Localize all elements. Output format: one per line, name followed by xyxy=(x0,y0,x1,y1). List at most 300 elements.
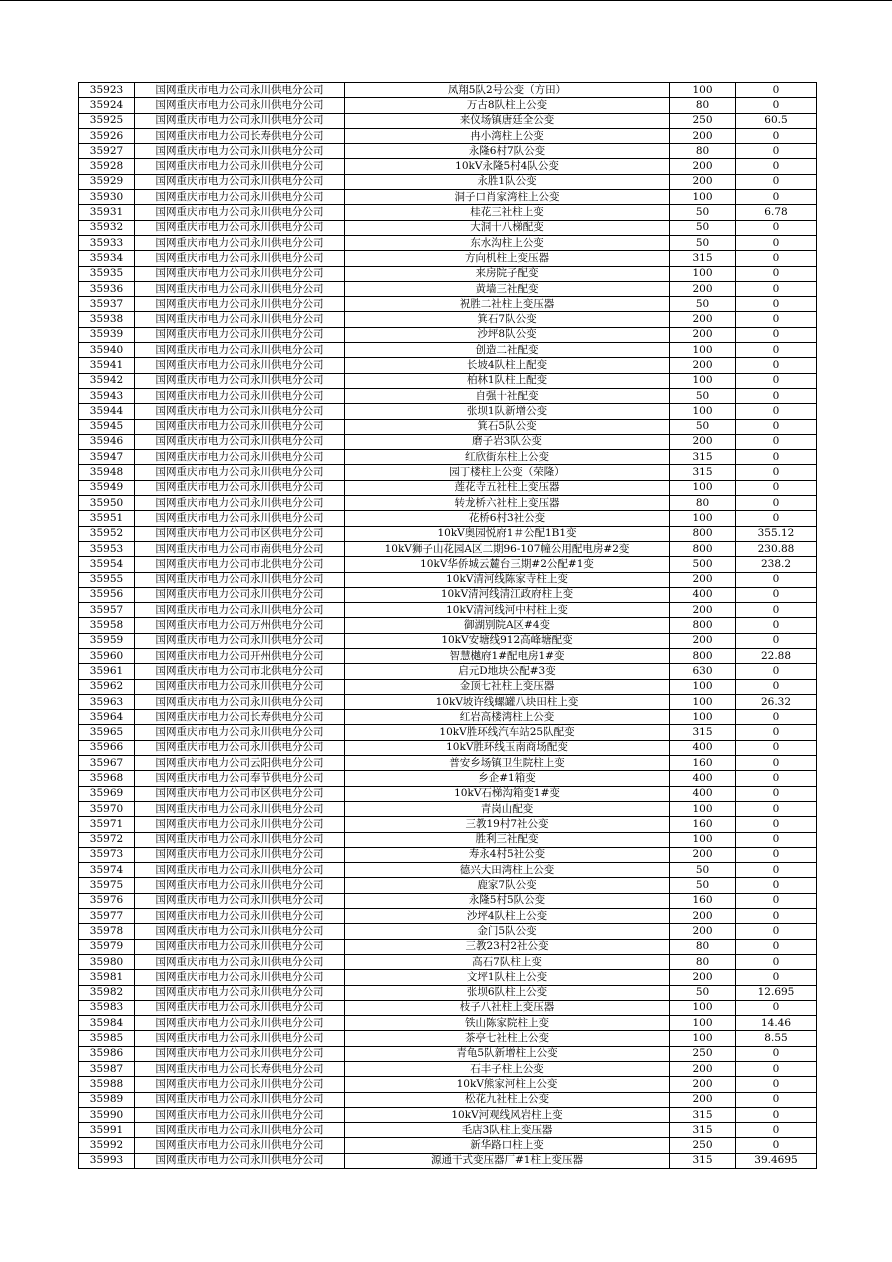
company-cell: 国网重庆市电力公司永川供电分公司 xyxy=(135,373,345,388)
table-row xyxy=(79,557,817,572)
company-cell: 国网重庆市电力公司永川供电分公司 xyxy=(135,832,345,847)
capacity-cell: 250 xyxy=(670,1138,736,1153)
value-cell: 0 xyxy=(736,909,817,924)
company-cell: 国网重庆市电力公司永川供电分公司 xyxy=(135,847,345,862)
row-id-cell: 35975 xyxy=(79,878,135,893)
capacity-cell: 400 xyxy=(670,786,736,801)
transformer-name-cell: 沙坪8队公变 xyxy=(345,327,670,342)
transformer-name-cell: 黄墙三社配变 xyxy=(345,281,670,296)
table-row xyxy=(79,144,817,159)
transformer-name-cell: 10kV胜环线汽车站25队配变 xyxy=(345,725,670,740)
value-cell: 0 xyxy=(736,1077,817,1092)
row-id-cell: 35960 xyxy=(79,648,135,663)
transformer-name-cell: 桂花三社柱上变 xyxy=(345,205,670,220)
transformer-name-cell: 10kV坡许线螺罐八块田柱上变 xyxy=(345,694,670,709)
company-cell: 国网重庆市电力公司永川供电分公司 xyxy=(135,388,345,403)
value-cell: 0 xyxy=(736,480,817,495)
value-cell: 0 xyxy=(736,174,817,189)
capacity-cell: 100 xyxy=(670,1016,736,1031)
transformer-name-cell: 张坝1队新增公变 xyxy=(345,404,670,419)
table-row xyxy=(79,327,817,342)
transformer-name-cell: 10kV熊家河柱上公变 xyxy=(345,1077,670,1092)
row-id-cell: 35937 xyxy=(79,297,135,312)
company-cell: 国网重庆市电力公司永川供电分公司 xyxy=(135,1107,345,1122)
capacity-cell: 315 xyxy=(670,725,736,740)
capacity-cell: 200 xyxy=(670,281,736,296)
capacity-cell: 50 xyxy=(670,863,736,878)
value-cell: 0 xyxy=(736,220,817,235)
company-cell: 国网重庆市电力公司永川供电分公司 xyxy=(135,939,345,954)
value-cell: 0 xyxy=(736,511,817,526)
row-id-cell: 35954 xyxy=(79,557,135,572)
table-row xyxy=(79,801,817,816)
company-cell: 国网重庆市电力公司永川供电分公司 xyxy=(135,235,345,250)
company-cell: 国网重庆市电力公司奉节供电分公司 xyxy=(135,771,345,786)
transformer-name-cell: 乡企#1箱变 xyxy=(345,771,670,786)
transformer-name-cell: 凤翔5队2号公变（方田） xyxy=(345,83,670,98)
value-cell: 0 xyxy=(736,404,817,419)
capacity-cell: 100 xyxy=(670,83,736,98)
transformer-name-cell: 启元D地块公配#3变 xyxy=(345,664,670,679)
value-cell: 0 xyxy=(736,786,817,801)
row-id-cell: 35924 xyxy=(79,98,135,113)
transformer-name-cell: 金顶七社柱上变压器 xyxy=(345,679,670,694)
capacity-cell: 200 xyxy=(670,572,736,587)
row-id-cell: 35950 xyxy=(79,496,135,511)
transformer-name-cell: 10kV石梯沟箱变1#变 xyxy=(345,786,670,801)
table-row xyxy=(79,878,817,893)
capacity-cell: 315 xyxy=(670,465,736,480)
transformer-name-cell: 花桥6村3社公变 xyxy=(345,511,670,526)
capacity-cell: 100 xyxy=(670,480,736,495)
value-cell: 0 xyxy=(736,450,817,465)
table-row xyxy=(79,1092,817,1107)
value-cell: 0 xyxy=(736,373,817,388)
company-cell: 国网重庆市电力公司长寿供电分公司 xyxy=(135,1062,345,1077)
table-row xyxy=(79,496,817,511)
value-cell: 0 xyxy=(736,144,817,159)
table-row xyxy=(79,679,817,694)
table-row xyxy=(79,373,817,388)
value-cell: 0 xyxy=(736,893,817,908)
company-cell: 国网重庆市电力公司长寿供电分公司 xyxy=(135,710,345,725)
company-cell: 国网重庆市电力公司永川供电分公司 xyxy=(135,205,345,220)
row-id-cell: 35968 xyxy=(79,771,135,786)
table-row xyxy=(79,603,817,618)
capacity-cell: 200 xyxy=(670,603,736,618)
data-table xyxy=(78,82,817,1169)
value-cell: 0 xyxy=(736,1000,817,1015)
company-cell: 国网重庆市电力公司永川供电分公司 xyxy=(135,1046,345,1061)
transformer-name-cell: 转龙桥六社柱上变压器 xyxy=(345,496,670,511)
transformer-name-cell: 新华路口柱上变 xyxy=(345,1138,670,1153)
capacity-cell: 800 xyxy=(670,541,736,556)
capacity-cell: 315 xyxy=(670,1123,736,1138)
company-cell: 国网重庆市电力公司永川供电分公司 xyxy=(135,251,345,266)
capacity-cell: 200 xyxy=(670,1092,736,1107)
company-cell: 国网重庆市电力公司永川供电分公司 xyxy=(135,266,345,281)
table-row xyxy=(79,817,817,832)
transformer-name-cell: 10kV奥园悦府1＃公配1B1变 xyxy=(345,526,670,541)
row-id-cell: 35944 xyxy=(79,404,135,419)
table-row xyxy=(79,1138,817,1153)
table-row xyxy=(79,618,817,633)
capacity-cell: 200 xyxy=(670,1062,736,1077)
table-row xyxy=(79,710,817,725)
transformer-name-cell: 10kV胜环线玉南商场配变 xyxy=(345,740,670,755)
table-row xyxy=(79,434,817,449)
company-cell: 国网重庆市电力公司永川供电分公司 xyxy=(135,679,345,694)
table-row xyxy=(79,893,817,908)
table-row xyxy=(79,83,817,98)
row-id-cell: 35986 xyxy=(79,1046,135,1061)
table-row xyxy=(79,159,817,174)
capacity-cell: 200 xyxy=(670,159,736,174)
value-cell: 0 xyxy=(736,603,817,618)
company-cell: 国网重庆市电力公司永川供电分公司 xyxy=(135,694,345,709)
transformer-name-cell: 沙坪4队柱上公变 xyxy=(345,909,670,924)
row-id-cell: 35956 xyxy=(79,587,135,602)
company-cell: 国网重庆市电力公司万州供电分公司 xyxy=(135,618,345,633)
value-cell: 0 xyxy=(736,266,817,281)
capacity-cell: 200 xyxy=(670,434,736,449)
company-cell: 国网重庆市电力公司永川供电分公司 xyxy=(135,220,345,235)
table-row xyxy=(79,1031,817,1046)
table-row xyxy=(79,358,817,373)
value-cell: 0 xyxy=(736,496,817,511)
value-cell: 0 xyxy=(736,572,817,587)
table-row xyxy=(79,343,817,358)
value-cell: 0 xyxy=(736,970,817,985)
transformer-name-cell: 祝胜二社柱上变压器 xyxy=(345,297,670,312)
company-cell: 国网重庆市电力公司永川供电分公司 xyxy=(135,450,345,465)
capacity-cell: 50 xyxy=(670,297,736,312)
row-id-cell: 35948 xyxy=(79,465,135,480)
transformer-name-cell: 源通干式变压器厂#1柱上变压器 xyxy=(345,1153,670,1168)
row-id-cell: 35969 xyxy=(79,786,135,801)
table-row xyxy=(79,388,817,403)
capacity-cell: 50 xyxy=(670,419,736,434)
table-row xyxy=(79,541,817,556)
value-cell: 0 xyxy=(736,235,817,250)
table-row xyxy=(79,909,817,924)
company-cell: 国网重庆市电力公司永川供电分公司 xyxy=(135,1077,345,1092)
capacity-cell: 250 xyxy=(670,113,736,128)
transformer-name-cell: 箕石7队公变 xyxy=(345,312,670,327)
row-id-cell: 35982 xyxy=(79,985,135,1000)
transformer-name-cell: 万古8队柱上公变 xyxy=(345,98,670,113)
transformer-name-cell: 鹿家7队公变 xyxy=(345,878,670,893)
row-id-cell: 35987 xyxy=(79,1062,135,1077)
transformer-name-cell: 来仪场镇唐廷全公变 xyxy=(345,113,670,128)
value-cell: 26.32 xyxy=(736,694,817,709)
transformer-name-cell: 御湖别院A区#4变 xyxy=(345,618,670,633)
table-row xyxy=(79,664,817,679)
table-row xyxy=(79,1077,817,1092)
value-cell: 0 xyxy=(736,863,817,878)
transformer-name-cell: 胜利三社配变 xyxy=(345,832,670,847)
row-id-cell: 35962 xyxy=(79,679,135,694)
table-row xyxy=(79,648,817,663)
row-id-cell: 35939 xyxy=(79,327,135,342)
value-cell: 0 xyxy=(736,725,817,740)
row-id-cell: 35980 xyxy=(79,954,135,969)
value-cell: 0 xyxy=(736,297,817,312)
capacity-cell: 100 xyxy=(670,832,736,847)
company-cell: 国网重庆市电力公司云阳供电分公司 xyxy=(135,756,345,771)
capacity-cell: 200 xyxy=(670,909,736,924)
capacity-cell: 50 xyxy=(670,878,736,893)
company-cell: 国网重庆市电力公司永川供电分公司 xyxy=(135,878,345,893)
value-cell: 60.5 xyxy=(736,113,817,128)
capacity-cell: 80 xyxy=(670,954,736,969)
value-cell: 0 xyxy=(736,847,817,862)
capacity-cell: 200 xyxy=(670,1077,736,1092)
capacity-cell: 250 xyxy=(670,1046,736,1061)
transformer-name-cell: 柏林1队柱上配变 xyxy=(345,373,670,388)
value-cell: 0 xyxy=(736,939,817,954)
value-cell: 238.2 xyxy=(736,557,817,572)
capacity-cell: 630 xyxy=(670,664,736,679)
value-cell: 12.695 xyxy=(736,985,817,1000)
row-id-cell: 35988 xyxy=(79,1077,135,1092)
company-cell: 国网重庆市电力公司永川供电分公司 xyxy=(135,159,345,174)
company-cell: 国网重庆市电力公司永川供电分公司 xyxy=(135,281,345,296)
row-id-cell: 35952 xyxy=(79,526,135,541)
capacity-cell: 200 xyxy=(670,327,736,342)
table-row xyxy=(79,1107,817,1122)
value-cell: 8.55 xyxy=(736,1031,817,1046)
transformer-name-cell: 10kV清河线陈家寺柱上变 xyxy=(345,572,670,587)
table-row xyxy=(79,939,817,954)
row-id-cell: 35993 xyxy=(79,1153,135,1168)
capacity-cell: 200 xyxy=(670,924,736,939)
company-cell: 国网重庆市电力公司永川供电分公司 xyxy=(135,511,345,526)
value-cell: 0 xyxy=(736,924,817,939)
company-cell: 国网重庆市电力公司永川供电分公司 xyxy=(135,1000,345,1015)
capacity-cell: 400 xyxy=(670,587,736,602)
row-id-cell: 35971 xyxy=(79,817,135,832)
capacity-cell: 80 xyxy=(670,496,736,511)
company-cell: 国网重庆市电力公司永川供电分公司 xyxy=(135,434,345,449)
row-id-cell: 35955 xyxy=(79,572,135,587)
value-cell: 0 xyxy=(736,1123,817,1138)
row-id-cell: 35942 xyxy=(79,373,135,388)
company-cell: 国网重庆市电力公司永川供电分公司 xyxy=(135,1092,345,1107)
capacity-cell: 50 xyxy=(670,388,736,403)
transformer-name-cell: 10kV永隆5村4队公变 xyxy=(345,159,670,174)
capacity-cell: 800 xyxy=(670,618,736,633)
row-id-cell: 35967 xyxy=(79,756,135,771)
row-id-cell: 35989 xyxy=(79,1092,135,1107)
value-cell: 0 xyxy=(736,664,817,679)
capacity-cell: 100 xyxy=(670,343,736,358)
value-cell: 0 xyxy=(736,343,817,358)
table-row xyxy=(79,1062,817,1077)
table-row xyxy=(79,1016,817,1031)
transformer-name-cell: 毛店3队柱上变压器 xyxy=(345,1123,670,1138)
page-top-rule xyxy=(0,0,892,1)
table-row xyxy=(79,266,817,281)
transformer-name-cell: 大洞十八梯配变 xyxy=(345,220,670,235)
value-cell: 0 xyxy=(736,878,817,893)
table-row xyxy=(79,297,817,312)
transformer-name-cell: 松花九社柱上公变 xyxy=(345,1092,670,1107)
table-row xyxy=(79,465,817,480)
company-cell: 国网重庆市电力公司永川供电分公司 xyxy=(135,587,345,602)
row-id-cell: 35959 xyxy=(79,633,135,648)
capacity-cell: 160 xyxy=(670,756,736,771)
transformer-name-cell: 德兴大田湾柱上公变 xyxy=(345,863,670,878)
transformer-name-cell: 磨子岩3队公变 xyxy=(345,434,670,449)
capacity-cell: 200 xyxy=(670,633,736,648)
row-id-cell: 35985 xyxy=(79,1031,135,1046)
transformer-name-cell: 红岩高楼湾柱上公变 xyxy=(345,710,670,725)
capacity-cell: 315 xyxy=(670,450,736,465)
value-cell: 0 xyxy=(736,618,817,633)
row-id-cell: 35983 xyxy=(79,1000,135,1015)
company-cell: 国网重庆市电力公司永川供电分公司 xyxy=(135,725,345,740)
capacity-cell: 500 xyxy=(670,557,736,572)
row-id-cell: 35963 xyxy=(79,694,135,709)
value-cell: 0 xyxy=(736,954,817,969)
capacity-cell: 100 xyxy=(670,1000,736,1015)
row-id-cell: 35978 xyxy=(79,924,135,939)
company-cell: 国网重庆市电力公司永川供电分公司 xyxy=(135,480,345,495)
row-id-cell: 35972 xyxy=(79,832,135,847)
company-cell: 国网重庆市电力公司市南供电分公司 xyxy=(135,541,345,556)
value-cell: 0 xyxy=(736,312,817,327)
transformer-name-cell: 10kV清河线清江政府柱上变 xyxy=(345,587,670,602)
transformer-name-cell: 冉小湾柱上公变 xyxy=(345,128,670,143)
value-cell: 22.88 xyxy=(736,648,817,663)
transformer-name-cell: 智慧樾府1#配电房1#变 xyxy=(345,648,670,663)
capacity-cell: 160 xyxy=(670,893,736,908)
table-row xyxy=(79,526,817,541)
capacity-cell: 200 xyxy=(670,358,736,373)
table-row xyxy=(79,128,817,143)
table-row xyxy=(79,190,817,205)
value-cell: 0 xyxy=(736,327,817,342)
transformer-name-cell: 张坝6队柱上公变 xyxy=(345,985,670,1000)
company-cell: 国网重庆市电力公司永川供电分公司 xyxy=(135,863,345,878)
transformer-name-cell: 莲花寺五社柱上变压器 xyxy=(345,480,670,495)
table-row xyxy=(79,1123,817,1138)
company-cell: 国网重庆市电力公司永川供电分公司 xyxy=(135,1123,345,1138)
capacity-cell: 100 xyxy=(670,190,736,205)
company-cell: 国网重庆市电力公司永川供电分公司 xyxy=(135,572,345,587)
row-id-cell: 35935 xyxy=(79,266,135,281)
transformer-name-cell: 方向机柱上变压器 xyxy=(345,251,670,266)
company-cell: 国网重庆市电力公司开州供电分公司 xyxy=(135,648,345,663)
table-row xyxy=(79,771,817,786)
value-cell: 0 xyxy=(736,281,817,296)
value-cell: 0 xyxy=(736,740,817,755)
transformer-name-cell: 寿永4村5社公变 xyxy=(345,847,670,862)
value-cell: 0 xyxy=(736,159,817,174)
table-row xyxy=(79,985,817,1000)
row-id-cell: 35949 xyxy=(79,480,135,495)
capacity-cell: 200 xyxy=(670,970,736,985)
value-cell: 0 xyxy=(736,465,817,480)
transformer-name-cell: 铁山陈家院柱上变 xyxy=(345,1016,670,1031)
company-cell: 国网重庆市电力公司永川供电分公司 xyxy=(135,98,345,113)
capacity-cell: 160 xyxy=(670,817,736,832)
table-row xyxy=(79,633,817,648)
table-row xyxy=(79,113,817,128)
transformer-name-cell: 东水沟柱上公变 xyxy=(345,235,670,250)
capacity-cell: 50 xyxy=(670,220,736,235)
transformer-name-cell: 茶亭七社柱上公变 xyxy=(345,1031,670,1046)
value-cell: 0 xyxy=(736,679,817,694)
capacity-cell: 315 xyxy=(670,1107,736,1122)
company-cell: 国网重庆市电力公司永川供电分公司 xyxy=(135,190,345,205)
company-cell: 国网重庆市电力公司永川供电分公司 xyxy=(135,1138,345,1153)
company-cell: 国网重庆市电力公司市北供电分公司 xyxy=(135,557,345,572)
row-id-cell: 35979 xyxy=(79,939,135,954)
row-id-cell: 35965 xyxy=(79,725,135,740)
value-cell: 0 xyxy=(736,83,817,98)
company-cell: 国网重庆市电力公司永川供电分公司 xyxy=(135,970,345,985)
company-cell: 国网重庆市电力公司永川供电分公司 xyxy=(135,603,345,618)
transformer-name-cell: 永隆5村5队公变 xyxy=(345,893,670,908)
transformer-name-cell: 创造二社配变 xyxy=(345,343,670,358)
table-row xyxy=(79,251,817,266)
transformer-name-cell: 红欣街东柱上公变 xyxy=(345,450,670,465)
row-id-cell: 35966 xyxy=(79,740,135,755)
row-id-cell: 35953 xyxy=(79,541,135,556)
company-cell: 国网重庆市电力公司永川供电分公司 xyxy=(135,924,345,939)
transformer-name-cell: 洞子口肖家湾柱上公变 xyxy=(345,190,670,205)
transformer-name-cell: 三教19村7社公变 xyxy=(345,817,670,832)
row-id-cell: 35992 xyxy=(79,1138,135,1153)
company-cell: 国网重庆市电力公司永川供电分公司 xyxy=(135,909,345,924)
row-id-cell: 35926 xyxy=(79,128,135,143)
transformer-name-cell: 10kV华侨城云麓台三期#2公配#1变 xyxy=(345,557,670,572)
row-id-cell: 35927 xyxy=(79,144,135,159)
table-row xyxy=(79,450,817,465)
transformer-name-cell: 10kV狮子山花园A区二期96-107幢公用配电房#2变 xyxy=(345,541,670,556)
value-cell: 0 xyxy=(736,587,817,602)
company-cell: 国网重庆市电力公司永川供电分公司 xyxy=(135,893,345,908)
company-cell: 国网重庆市电力公司永川供电分公司 xyxy=(135,954,345,969)
row-id-cell: 35977 xyxy=(79,909,135,924)
value-cell: 0 xyxy=(736,1092,817,1107)
row-id-cell: 35984 xyxy=(79,1016,135,1031)
value-cell: 0 xyxy=(736,190,817,205)
table-row xyxy=(79,235,817,250)
value-cell: 0 xyxy=(736,98,817,113)
row-id-cell: 35974 xyxy=(79,863,135,878)
value-cell: 0 xyxy=(736,771,817,786)
company-cell: 国网重庆市电力公司永川供电分公司 xyxy=(135,83,345,98)
capacity-cell: 100 xyxy=(670,801,736,816)
row-id-cell: 35961 xyxy=(79,664,135,679)
company-cell: 国网重庆市电力公司永川供电分公司 xyxy=(135,419,345,434)
value-cell: 14.46 xyxy=(736,1016,817,1031)
row-id-cell: 35946 xyxy=(79,434,135,449)
transformer-name-cell: 10kV河观线风岩柱上变 xyxy=(345,1107,670,1122)
row-id-cell: 35958 xyxy=(79,618,135,633)
capacity-cell: 200 xyxy=(670,174,736,189)
capacity-cell: 100 xyxy=(670,694,736,709)
table-row xyxy=(79,1000,817,1015)
capacity-cell: 800 xyxy=(670,526,736,541)
capacity-cell: 100 xyxy=(670,1031,736,1046)
table-row xyxy=(79,220,817,235)
company-cell: 国网重庆市电力公司永川供电分公司 xyxy=(135,817,345,832)
capacity-cell: 100 xyxy=(670,679,736,694)
